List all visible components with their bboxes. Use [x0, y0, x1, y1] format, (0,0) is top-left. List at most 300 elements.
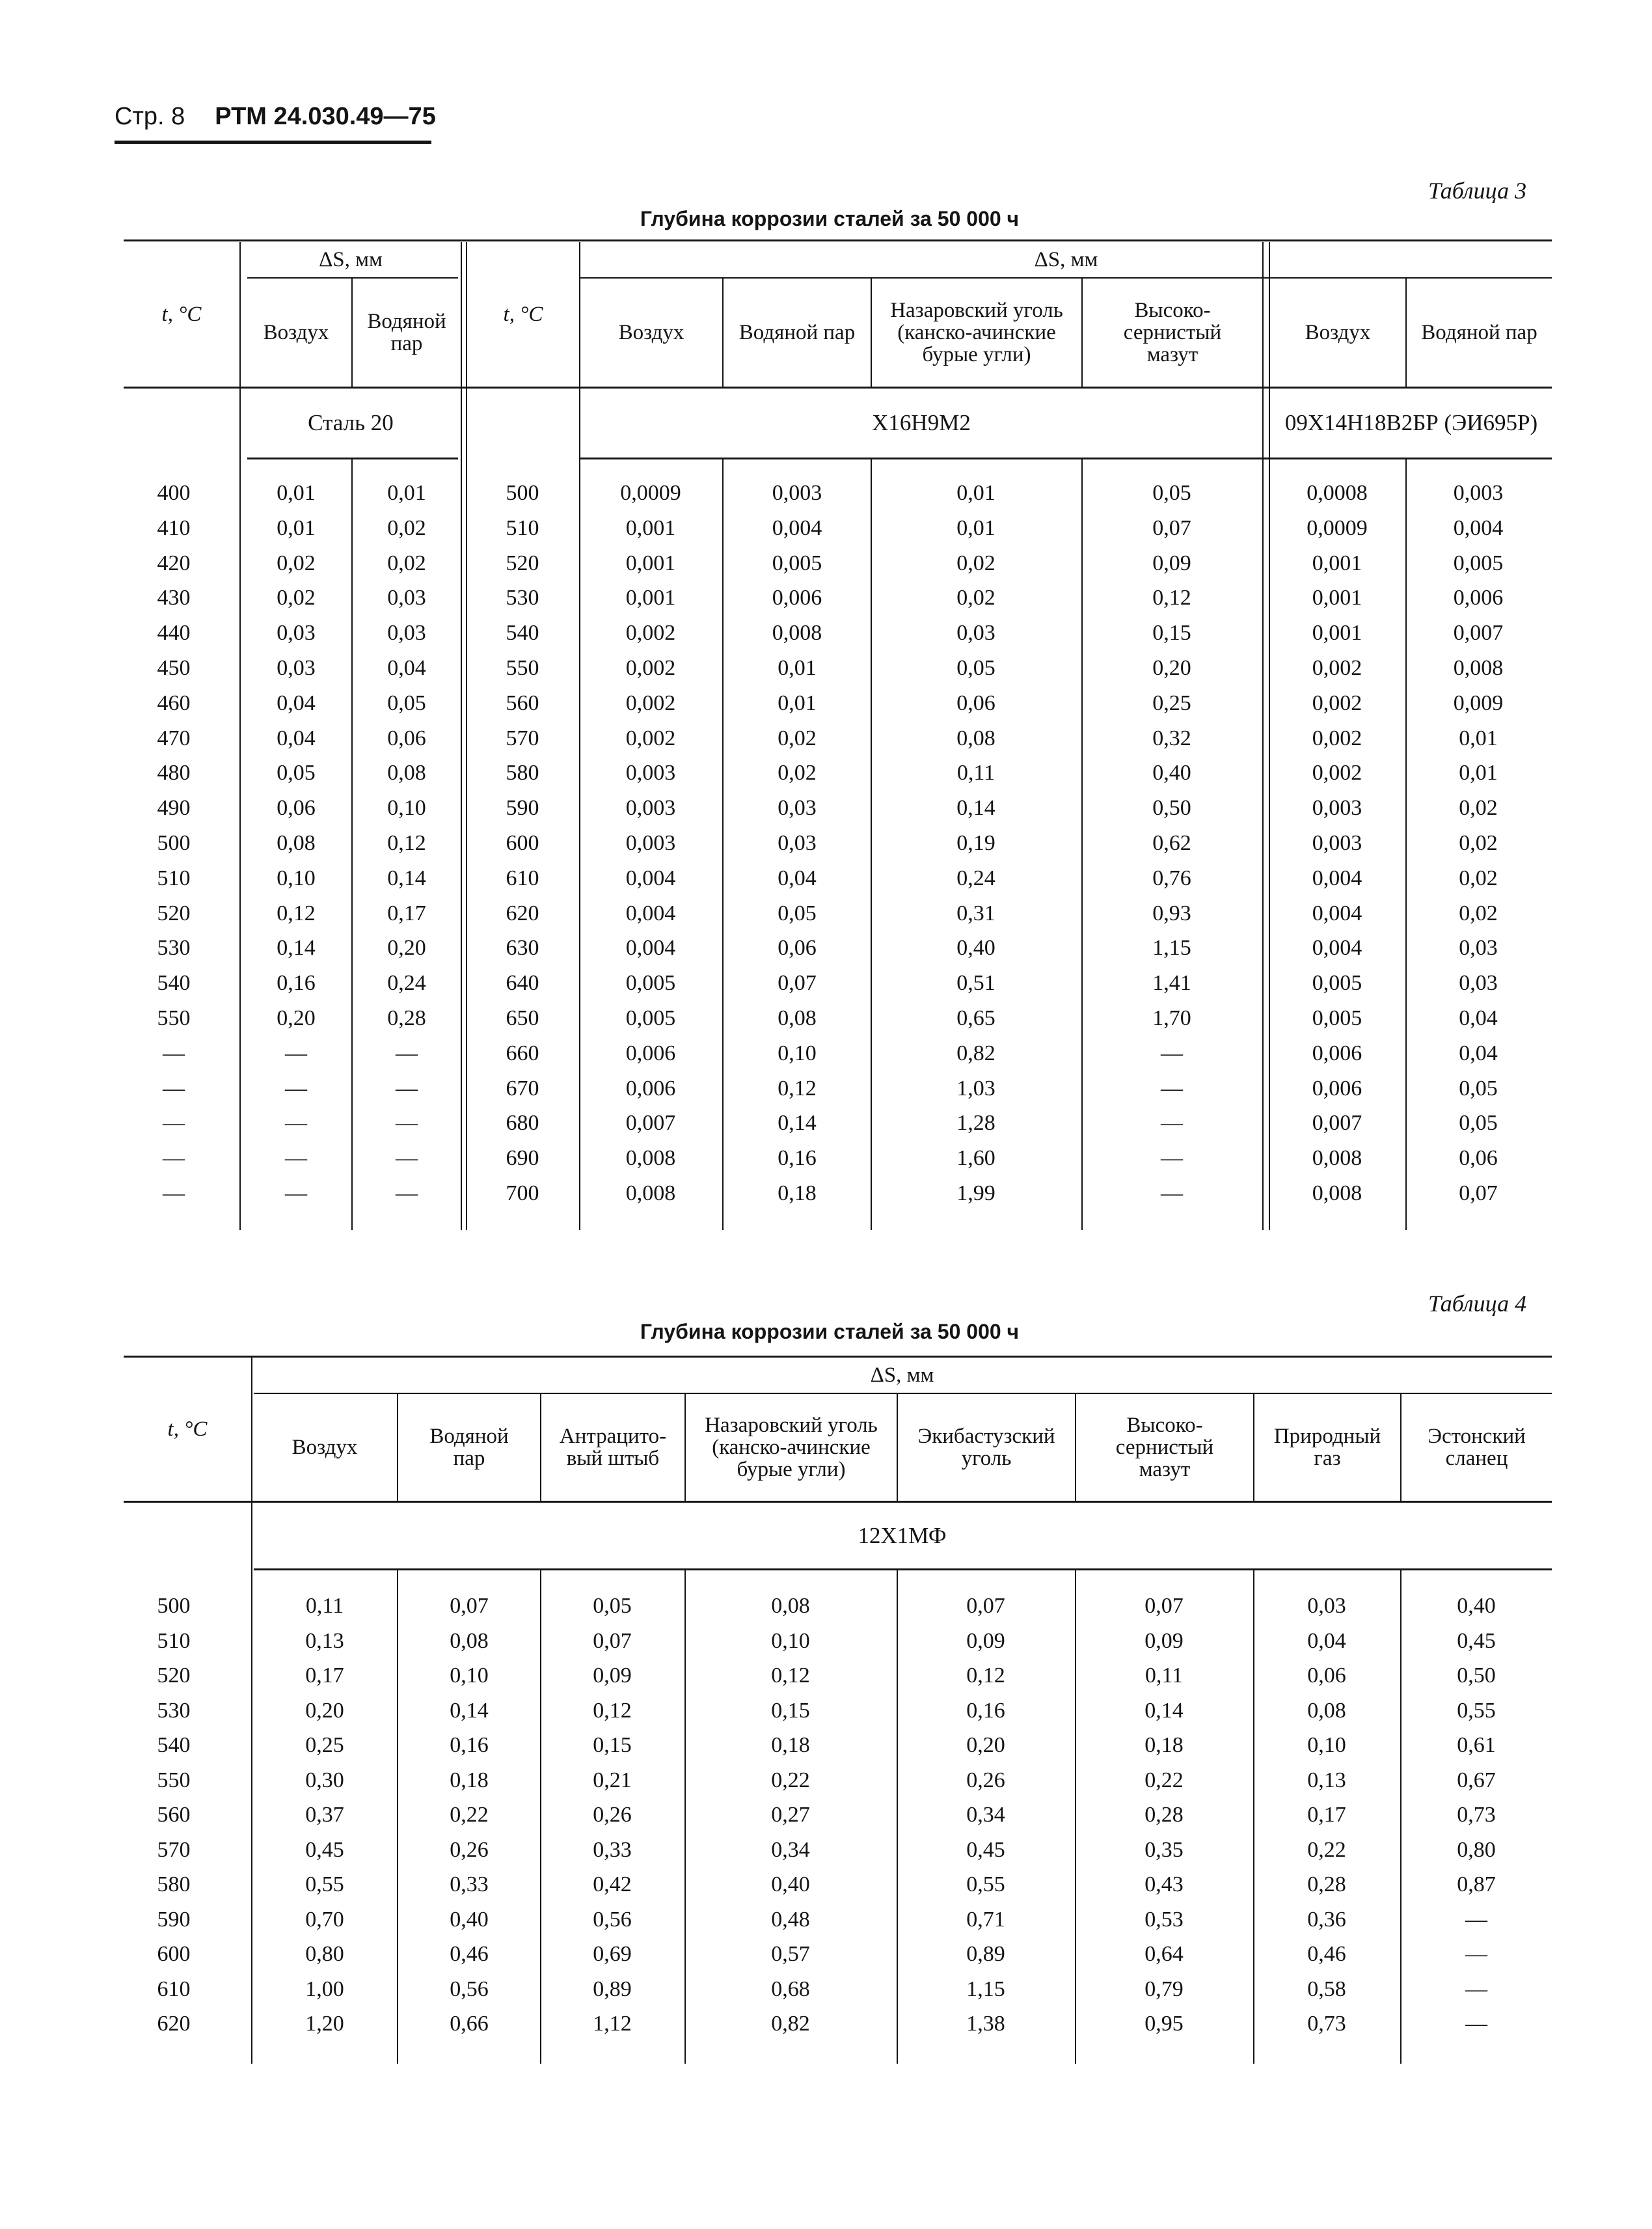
table3-cell-steam: 0,20 [387, 936, 426, 961]
table4-cell-coal: 0,10 [771, 1628, 810, 1653]
table3-steel-mid: Х16Н9М2 [872, 410, 971, 435]
table4-cell-anthracite: 0,56 [593, 1907, 632, 1932]
table3-cell-air: 0,06 [277, 796, 316, 821]
page-number: Стр. 8 [115, 103, 185, 130]
table4-slate-header: Эстонский сланец [1428, 1425, 1526, 1470]
table4-cell-ekibastuz: 0,45 [966, 1837, 1005, 1862]
table4-cell-steam: 0,66 [450, 2012, 489, 2036]
table3-t-header-left: t, °C [161, 303, 202, 326]
table3-cell-t: 510 [157, 866, 191, 890]
table4-t-header: t, °C [167, 1417, 208, 1441]
table4-cell-t: 560 [157, 1803, 191, 1827]
table4-cell-gas: 0,13 [1307, 1768, 1346, 1792]
table3-cell-mazut: — [1161, 1146, 1183, 1171]
table4-cell-slate: 0,55 [1457, 1698, 1496, 1723]
table3-cell-mazut: 0,76 [1152, 866, 1191, 890]
table3-cell-t: 480 [157, 761, 191, 786]
table3-cell-steam: — [396, 1041, 418, 1065]
table3-cell-steam: 0,03 [387, 621, 426, 646]
table3-cell-air3: 0,002 [1312, 726, 1362, 750]
table3-vrule [722, 459, 724, 1230]
table4-steam-header: Водяной пар [429, 1425, 509, 1470]
table3-cell-steam: — [396, 1076, 418, 1101]
table3-air-header: Воздух [618, 321, 684, 344]
table3-cell-steam: 0,28 [387, 1006, 426, 1030]
table4-cell-air: 0,17 [305, 1663, 344, 1688]
table3-cell-coal: 1,03 [956, 1076, 995, 1101]
table3-cell-air: 0,02 [277, 551, 316, 575]
table3-cell-t: 430 [157, 586, 191, 610]
table3-cell-t2: 620 [506, 901, 539, 925]
table4-cell-steam: 0,33 [450, 1872, 489, 1896]
table4-cell-mazut: 0,09 [1144, 1628, 1184, 1653]
table3-cell-air3: 0,006 [1312, 1076, 1362, 1101]
table3-cell-air: 0,16 [277, 971, 316, 996]
table3-cell-t2: 510 [506, 515, 539, 540]
table4-cell-anthracite: 0,12 [593, 1698, 632, 1723]
table3-cell-steam2: 0,01 [778, 656, 817, 680]
table3-cell-mazut: 0,20 [1152, 656, 1191, 680]
table4-cell-steam: 0,18 [450, 1768, 489, 1792]
table4-cell-coal: 0,15 [771, 1698, 810, 1723]
table4-cell-mazut: 0,35 [1144, 1837, 1184, 1862]
table4-cell-anthracite: 0,69 [593, 1942, 632, 1966]
table4-cell-gas: 0,04 [1307, 1628, 1346, 1653]
table3-cell-steam2: 0,06 [778, 936, 817, 961]
table4-cell-slate: 0,73 [1457, 1803, 1496, 1827]
table4-cell-steam: 0,26 [450, 1837, 489, 1862]
table3-cell-t2: 670 [506, 1076, 539, 1101]
table4-cell-t: 540 [157, 1733, 191, 1757]
table3-cell-air2: 0,002 [625, 691, 676, 715]
table3-cell-steam2: 0,16 [778, 1146, 817, 1171]
table4-cell-anthracite: 0,42 [593, 1872, 632, 1896]
table4-cell-gas: 0,46 [1307, 1942, 1346, 1966]
running-head-rule [115, 141, 431, 144]
table4-steel-rule [254, 1568, 1552, 1570]
table4-cell-air: 0,55 [305, 1872, 344, 1896]
table3-cell-air3: 0,004 [1312, 866, 1362, 890]
table3-cell-coal: 0,05 [956, 656, 995, 680]
table4-cell-anthracite: 0,07 [593, 1628, 632, 1653]
table3-cell-air3: 0,003 [1312, 831, 1362, 855]
table3-cell-t: 410 [157, 515, 191, 540]
table3-cell-mazut: 1,15 [1152, 936, 1191, 961]
table4-cell-anthracite: 0,89 [593, 1976, 632, 2001]
table3-cell-mazut: 0,09 [1152, 551, 1191, 575]
table3-cell-coal: 0,82 [956, 1041, 995, 1065]
table3-cell-steam3: 0,02 [1459, 866, 1498, 890]
table4-cell-coal: 0,48 [771, 1907, 810, 1932]
table3-cell-steam2: 0,02 [778, 761, 817, 786]
table3-cell-steam3: 0,05 [1459, 1111, 1498, 1136]
table4-cell-gas: 0,28 [1307, 1872, 1346, 1896]
table4-cell-mazut: 0,22 [1144, 1768, 1184, 1792]
table4-cell-coal: 0,22 [771, 1768, 810, 1792]
table3-air2-header: Воздух [1305, 321, 1371, 344]
table3-cell-steam3: 0,02 [1459, 796, 1498, 821]
table3-label: Таблица 3 [1428, 178, 1527, 204]
table3-cell-air2: 0,002 [625, 726, 676, 750]
table4-vrule [1075, 1570, 1076, 2064]
table3-cell-steam2: 0,08 [778, 1006, 817, 1030]
table3-cell-air3: 0,005 [1312, 971, 1362, 996]
table4-cell-coal: 0,82 [771, 2012, 810, 2036]
table3-t-header-right: t, °C [503, 303, 543, 326]
table3-cell-air3: 0,008 [1312, 1146, 1362, 1171]
table3-cell-mazut: — [1161, 1041, 1183, 1065]
table4-cell-t: 610 [157, 1976, 191, 2001]
table3-cell-coal: 0,24 [956, 866, 995, 890]
table4-cell-t: 580 [157, 1872, 191, 1896]
table3-cell-steam3: 0,003 [1453, 481, 1504, 505]
table4-cell-mazut: 0,79 [1144, 1976, 1184, 2001]
table3-cell-t2: 570 [506, 726, 539, 750]
table4-cell-slate: 0,80 [1457, 1837, 1496, 1862]
table3-cell-air3: 0,005 [1312, 1006, 1362, 1030]
table3-cell-steam3: 0,008 [1453, 656, 1504, 680]
table3-cell-t2: 500 [506, 481, 539, 505]
table3-cell-mazut: 0,25 [1152, 691, 1191, 715]
table3-cell-air2: 0,004 [625, 901, 676, 925]
table4-cell-air: 0,13 [305, 1628, 344, 1653]
table4-cell-coal: 0,57 [771, 1942, 810, 1966]
table3-cell-coal: 0,14 [956, 796, 995, 821]
table4-cell-mazut: 0,28 [1144, 1803, 1184, 1827]
table4-cell-gas: 0,36 [1307, 1907, 1346, 1932]
table3-cell-t: — [163, 1111, 185, 1136]
table3-cell-steam2: 0,005 [772, 551, 822, 575]
table3-cell-air2: 0,005 [625, 1006, 676, 1030]
table3-cell-mazut: 0,50 [1152, 796, 1191, 821]
table4-cell-t: 590 [157, 1907, 191, 1932]
table4-gas-header: Природный газ [1273, 1425, 1381, 1470]
table4-cell-slate: — [1465, 1976, 1487, 2001]
table4-cell-steam: 0,22 [450, 1803, 489, 1827]
table4-cell-steam: 0,40 [450, 1907, 489, 1932]
table3-cell-t: 470 [157, 726, 191, 750]
table4-air-header: Воздух [291, 1436, 358, 1459]
table3-cell-t: — [163, 1041, 185, 1065]
table3-cell-air3: 0,0009 [1307, 515, 1368, 540]
table3-cell-air: 0,03 [277, 656, 316, 680]
table3-cell-air2: 0,002 [625, 656, 676, 680]
table3-cell-steam: 0,01 [387, 481, 426, 505]
table3-cell-air3: 0,008 [1312, 1181, 1362, 1205]
table3-caption: Глубина коррозии сталей за 50 000 ч [640, 207, 1020, 230]
table4-cell-anthracite: 0,15 [593, 1733, 632, 1757]
table3-cell-coal: 0,51 [956, 971, 995, 996]
running-head [115, 103, 436, 131]
table3-cell-steam3: 0,004 [1453, 515, 1504, 540]
table3-cell-coal: 1,99 [956, 1181, 995, 1205]
table3-cell-steam: 0,06 [387, 726, 426, 750]
table4-vrule [397, 1570, 398, 2064]
table4-cell-air: 0,20 [305, 1698, 344, 1723]
table3-cell-air2: 0,008 [625, 1146, 676, 1171]
table4-cell-mazut: 0,18 [1144, 1733, 1184, 1757]
table4-cell-t: 550 [157, 1768, 191, 1792]
table3-cell-air: 0,10 [277, 866, 316, 890]
table3-cell-steam3: 0,04 [1459, 1041, 1498, 1065]
table3-cell-steam: 0,17 [387, 901, 426, 925]
table3-cell-air2: 0,004 [625, 866, 676, 890]
table4-cell-gas: 0,08 [1307, 1698, 1346, 1723]
table3-coal-header: Назаровский уголь (канско-ачинские бурые угли) [890, 299, 1063, 366]
table3-cell-air3: 0,004 [1312, 936, 1362, 961]
table3-cell-steam: 0,04 [387, 656, 426, 680]
table3-cell-t: — [163, 1146, 185, 1171]
table3-cell-steam: 0,03 [387, 586, 426, 610]
table3-top-rule [124, 239, 1552, 241]
table4-cell-slate: — [1465, 2012, 1487, 2036]
table3-cell-t2: 590 [506, 796, 539, 821]
table4-cell-air: 1,00 [305, 1976, 344, 2001]
table4-cell-t: 570 [157, 1837, 191, 1862]
table4-cell-mazut: 0,53 [1144, 1907, 1184, 1932]
table3-cell-air: — [285, 1146, 307, 1171]
table3-cell-coal: 0,65 [956, 1006, 995, 1030]
table4-cell-slate: 0,40 [1457, 1594, 1496, 1618]
table4-cell-anthracite: 0,09 [593, 1663, 632, 1688]
table3-cell-coal: 0,03 [956, 621, 995, 646]
table4-cell-air: 1,20 [305, 2012, 344, 2036]
table3-cell-mazut: 0,62 [1152, 831, 1191, 855]
table4-cell-gas: 0,22 [1307, 1837, 1346, 1862]
table3-cell-steam: 0,02 [387, 551, 426, 575]
table4-cell-t: 530 [157, 1698, 191, 1723]
table3-cell-air: 0,01 [277, 515, 316, 540]
table3-cell-steam2: 0,07 [778, 971, 817, 996]
table3-cell-t2: 600 [506, 831, 539, 855]
table3-steam-header: Водяной пар [738, 321, 856, 344]
table3-cell-coal: 0,08 [956, 726, 995, 750]
table4-cell-ekibastuz: 0,26 [966, 1768, 1005, 1792]
table3-cell-t2: 640 [506, 971, 539, 996]
table3-cell-air2: 0,007 [625, 1111, 676, 1136]
table4-cell-slate: 0,61 [1457, 1733, 1496, 1757]
table3-cell-air3: 0,002 [1312, 761, 1362, 786]
table3-cell-coal: 0,11 [956, 761, 995, 786]
table3-cell-air3: 0,007 [1312, 1111, 1362, 1136]
table3-cell-mazut: 0,05 [1152, 481, 1191, 505]
table3-cell-steam2: 0,003 [772, 481, 822, 505]
table3-cell-t: 500 [157, 831, 191, 855]
table4-cell-coal: 0,12 [771, 1663, 810, 1688]
table4-cell-steam: 0,46 [450, 1942, 489, 1966]
table3-cell-air: 0,08 [277, 831, 316, 855]
table4-cell-ekibastuz: 0,89 [966, 1942, 1005, 1966]
table4-cell-slate: 0,87 [1457, 1872, 1496, 1896]
table3-cell-air2: 0,001 [625, 515, 676, 540]
table4-cell-mazut: 0,95 [1144, 2012, 1184, 2036]
table3-cell-steam2: 0,01 [778, 691, 817, 715]
table3-cell-air3: 0,001 [1312, 621, 1362, 646]
table3-cell-air3: 0,004 [1312, 901, 1362, 925]
table3-cell-steam: 0,08 [387, 761, 426, 786]
table3-cell-steam3: 0,01 [1459, 726, 1498, 750]
table4-ekibastuz-header: Экибастузский уголь [917, 1425, 1055, 1470]
table3-cell-air2: 0,003 [625, 796, 676, 821]
table4-cell-gas: 0,03 [1307, 1594, 1346, 1618]
table4-cell-ekibastuz: 0,09 [966, 1628, 1005, 1653]
table3-cell-mazut: 1,41 [1152, 971, 1191, 996]
table3-cell-steam2: 0,14 [778, 1111, 817, 1136]
table3-cell-steam2: 0,006 [772, 586, 822, 610]
table4-header-bottom-rule [124, 1501, 1552, 1503]
table3-cell-air: 0,05 [277, 761, 316, 786]
table3-cell-air2: 0,006 [625, 1076, 676, 1101]
table3-cell-air: 0,03 [277, 621, 316, 646]
table4-cell-ekibastuz: 1,15 [966, 1976, 1005, 2001]
table4-cell-anthracite: 0,05 [593, 1594, 632, 1618]
table3-cell-coal: 0,01 [956, 481, 995, 505]
table4-cell-coal: 0,18 [771, 1733, 810, 1757]
table3-cell-air2: 0,0009 [620, 481, 681, 505]
table4-cell-anthracite: 1,12 [593, 2012, 632, 2036]
table4-cell-coal: 0,34 [771, 1837, 810, 1862]
table3-cell-air: — [285, 1076, 307, 1101]
table4-cell-air: 0,37 [305, 1803, 344, 1827]
table3-vrule [466, 242, 467, 1230]
table4-cell-ekibastuz: 1,38 [966, 2012, 1005, 2036]
table3-cell-coal: 0,31 [956, 901, 995, 925]
table4-vrule [684, 1570, 686, 2064]
table3-cell-air: 0,04 [277, 691, 316, 715]
table3-cell-steam3: 0,005 [1453, 551, 1504, 575]
table3-cell-air2: 0,008 [625, 1181, 676, 1205]
table3-cell-mazut: — [1161, 1181, 1183, 1205]
table3-cell-coal: 0,19 [956, 831, 995, 855]
table3-cell-t: 440 [157, 621, 191, 646]
table4-cell-gas: 0,06 [1307, 1663, 1346, 1688]
table4-cell-mazut: 0,43 [1144, 1872, 1184, 1896]
table3-cell-steam3: 0,007 [1453, 621, 1504, 646]
table4-vrule [1253, 1570, 1254, 2064]
table4-cell-t: 620 [157, 2012, 191, 2036]
table3-cell-t2: 530 [506, 586, 539, 610]
table3-cell-t2: 540 [506, 621, 539, 646]
table3-vrule [1405, 459, 1407, 1230]
table3-cell-mazut: 0,15 [1152, 621, 1191, 646]
table3-cell-coal: 1,60 [956, 1146, 995, 1171]
table4-cell-slate: 0,45 [1457, 1628, 1496, 1653]
table3-cell-t: 520 [157, 901, 191, 925]
table3-cell-steam: 0,14 [387, 866, 426, 890]
table3-cell-air3: 0,003 [1312, 796, 1362, 821]
table3-cell-t2: 580 [506, 761, 539, 786]
table3-cell-coal: 1,28 [956, 1111, 995, 1136]
table4-cell-steam: 0,08 [450, 1628, 489, 1653]
table4-cell-steam: 0,56 [450, 1976, 489, 2001]
table3-cell-steam2: 0,10 [778, 1041, 817, 1065]
table4-cell-ekibastuz: 0,71 [966, 1907, 1005, 1932]
table4-cell-ekibastuz: 0,07 [966, 1594, 1005, 1618]
table4-cell-ekibastuz: 0,20 [966, 1733, 1005, 1757]
table3-cell-air: — [285, 1181, 307, 1205]
table4-cell-slate: — [1465, 1942, 1487, 1966]
table4-cell-gas: 0,58 [1307, 1976, 1346, 2001]
table3-cell-steam3: 0,01 [1459, 761, 1498, 786]
table3-cell-air: 0,02 [277, 586, 316, 610]
table3-cell-mazut: — [1161, 1076, 1183, 1101]
table4-cell-slate: — [1465, 1907, 1487, 1932]
table3-cell-t: 400 [157, 481, 191, 505]
table4-cell-steam: 0,10 [450, 1663, 489, 1688]
table3-cell-air3: 0,006 [1312, 1041, 1362, 1065]
table3-cell-steam3: 0,03 [1459, 936, 1498, 961]
table3-cell-air2: 0,002 [625, 621, 676, 646]
table3-cell-steam3: 0,06 [1459, 1146, 1498, 1171]
table3-steel-left: Сталь 20 [308, 410, 394, 435]
table3-cell-steam2: 0,03 [778, 796, 817, 821]
table3-cell-mazut: 0,40 [1152, 761, 1191, 786]
table3-cell-air: 0,04 [277, 726, 316, 750]
table4-cell-ekibastuz: 0,55 [966, 1872, 1005, 1896]
table3-cell-steam2: 0,03 [778, 831, 817, 855]
table3-cell-t: 450 [157, 656, 191, 680]
table4-ds-header: ΔS, мм [870, 1363, 934, 1387]
table3-cell-mazut: 0,32 [1152, 726, 1191, 750]
table4-label: Таблица 4 [1428, 1291, 1527, 1317]
table3-cell-steam: — [396, 1146, 418, 1171]
table3-steam2-header: Водяной пар [1421, 321, 1537, 344]
table3-cell-air: 0,01 [277, 481, 316, 505]
table3-cell-air2: 0,003 [625, 831, 676, 855]
table4-cell-anthracite: 0,21 [593, 1768, 632, 1792]
table4-cell-air: 0,45 [305, 1837, 344, 1862]
table3-cell-t2: 690 [506, 1146, 539, 1171]
table3-cell-air3: 0,002 [1312, 691, 1362, 715]
table4-cell-mazut: 0,11 [1144, 1663, 1184, 1688]
table4-cell-ekibastuz: 0,34 [966, 1803, 1005, 1827]
table3-cell-steam2: 0,04 [778, 866, 817, 890]
table4-cell-steam: 0,16 [450, 1733, 489, 1757]
table3-cell-t2: 660 [506, 1041, 539, 1065]
table3-cell-steam2: 0,18 [778, 1181, 817, 1205]
table3-cell-t2: 700 [506, 1181, 539, 1205]
table4-vrule [1400, 1570, 1401, 2064]
table3-cell-coal: 0,40 [956, 936, 995, 961]
table3-mazut-header: Высоко-сернистый мазут [1123, 299, 1222, 366]
table3-cell-steam: 0,10 [387, 796, 426, 821]
table3-steel-rule-left [247, 458, 458, 459]
table4-cell-air: 0,11 [305, 1594, 344, 1618]
table3-cell-steam3: 0,07 [1459, 1181, 1498, 1205]
table3-ds-header-right: ΔS, мм [1034, 248, 1098, 271]
table4-cell-t: 600 [157, 1942, 191, 1966]
table3-cell-t: 460 [157, 691, 191, 715]
table4-cell-mazut: 0,14 [1144, 1698, 1184, 1723]
table4-cell-slate: 0,50 [1457, 1663, 1496, 1688]
table4-cell-t: 510 [157, 1628, 191, 1653]
table3-cell-air: 0,12 [277, 901, 316, 925]
table3-cell-steam: — [396, 1111, 418, 1136]
table3-cell-air2: 0,003 [625, 761, 676, 786]
document-code: РТМ 24.030.49—75 [215, 103, 436, 130]
table4-anthracite-header: Антрацито-вый штыб [559, 1425, 667, 1470]
table3-ds-header-left: ΔS, мм [319, 248, 383, 271]
table3-cell-t2: 680 [506, 1111, 539, 1136]
table4-cell-slate: 0,67 [1457, 1768, 1496, 1792]
table3-cell-coal: 0,02 [956, 551, 995, 575]
table3-cell-air2: 0,005 [625, 971, 676, 996]
table3-cell-t: — [163, 1181, 185, 1205]
table3-cell-t: 550 [157, 1006, 191, 1030]
table4-cell-mazut: 0,07 [1144, 1594, 1184, 1618]
table4-cell-coal: 0,08 [771, 1594, 810, 1618]
table4-cell-coal: 0,27 [771, 1803, 810, 1827]
